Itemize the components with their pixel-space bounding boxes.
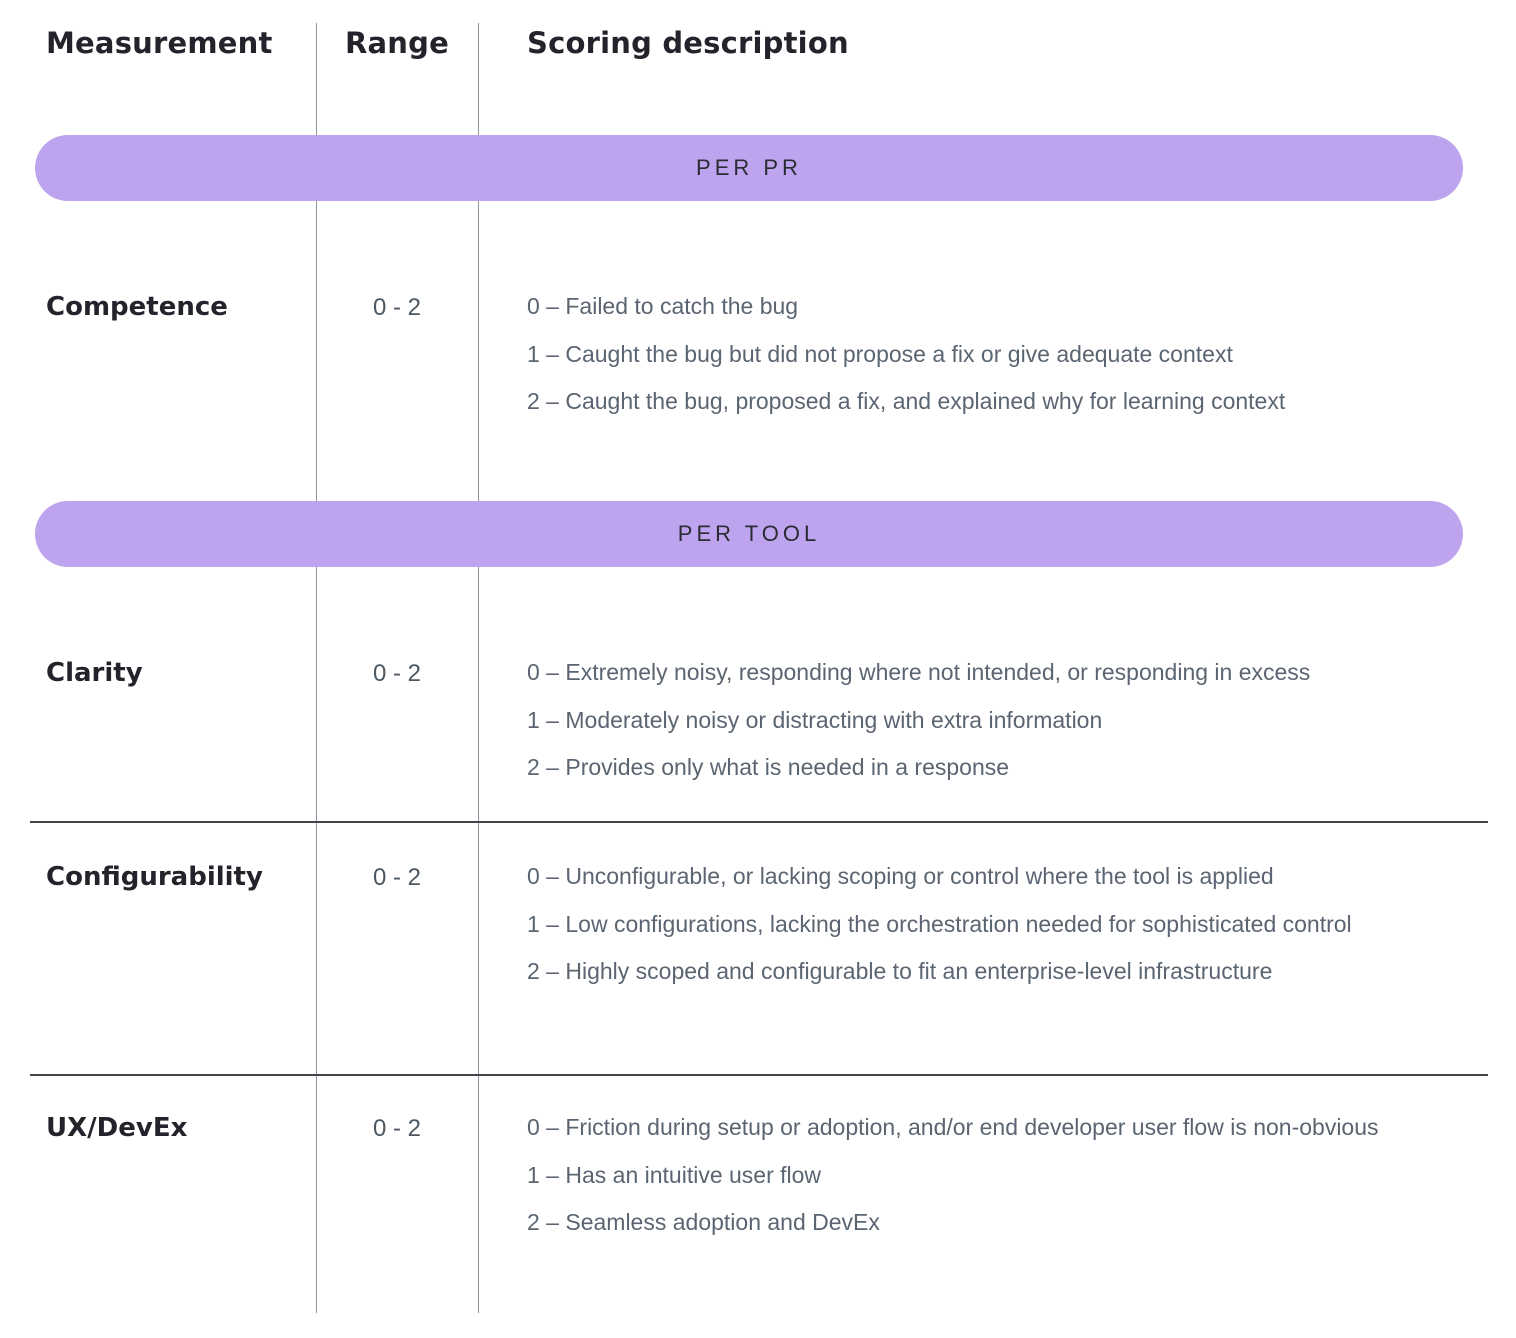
range-value-clarity: 0 - 2 [372, 660, 422, 687]
column-header-range: Range [345, 26, 449, 60]
section-band-per-pr [35, 135, 1463, 201]
score-line: 1 – Moderately noisy or distracting with extra information [527, 706, 1103, 733]
score-line: 0 – Failed to catch the bug [527, 293, 799, 319]
section-band-per-tool [35, 501, 1463, 567]
range-value-competence: 0 - 2 [372, 294, 422, 321]
range-value-configurability: 0 - 2 [372, 864, 422, 891]
score-line: 1 – Has an intuitive user flow [527, 1161, 822, 1188]
row-divider [30, 821, 1488, 823]
score-line: 0 – Extremely noisy, responding where not intended, or responding in excess [527, 659, 1311, 685]
score-line: 0 – Unconfigurable, or lacking scoping or control where the tool is applied [527, 863, 1274, 889]
score-line: 0 – Friction during setup or adoption, and/or end developer user flow is non-obvious [527, 1114, 1379, 1140]
column-header-scoring-description: Scoring description [527, 26, 849, 60]
column-header-measurement: Measurement [46, 26, 273, 60]
scoring-description-competence [527, 283, 1415, 426]
score-line: 1 – Low configurations, lacking the orchestration needed for sophisticated control [527, 910, 1352, 937]
score-line: 2 – Caught the bug, proposed a fix, and explained why for learning context [527, 388, 1286, 414]
score-line: 2 – Highly scoped and configurable to fit an enterprise-level infrastructure [527, 958, 1273, 984]
column-divider-range-scoring [478, 23, 479, 1313]
row-divider [30, 1074, 1488, 1076]
section-band-per-pr-label: PER PR [696, 155, 802, 180]
scoring-description-ux-devex [527, 1104, 1415, 1247]
measurement-label-competence: Competence [46, 292, 228, 322]
score-line: 1 – Caught the bug but did not propose a fix or give adequate context [527, 340, 1233, 367]
range-value-ux-devex: 0 - 2 [372, 1115, 422, 1142]
score-line: 2 – Seamless adoption and DevEx [527, 1209, 880, 1235]
section-band-per-tool-label: PER TOOL [677, 521, 821, 546]
scoring-description-clarity [527, 649, 1415, 792]
measurement-label-clarity: Clarity [46, 658, 143, 688]
scoring-description-configurability [527, 853, 1415, 996]
measurement-label-configurability: Configurability [46, 862, 263, 892]
measurement-label-ux-devex: UX/DevEx [46, 1113, 188, 1143]
score-line: 2 – Provides only what is needed in a response [527, 754, 1010, 780]
